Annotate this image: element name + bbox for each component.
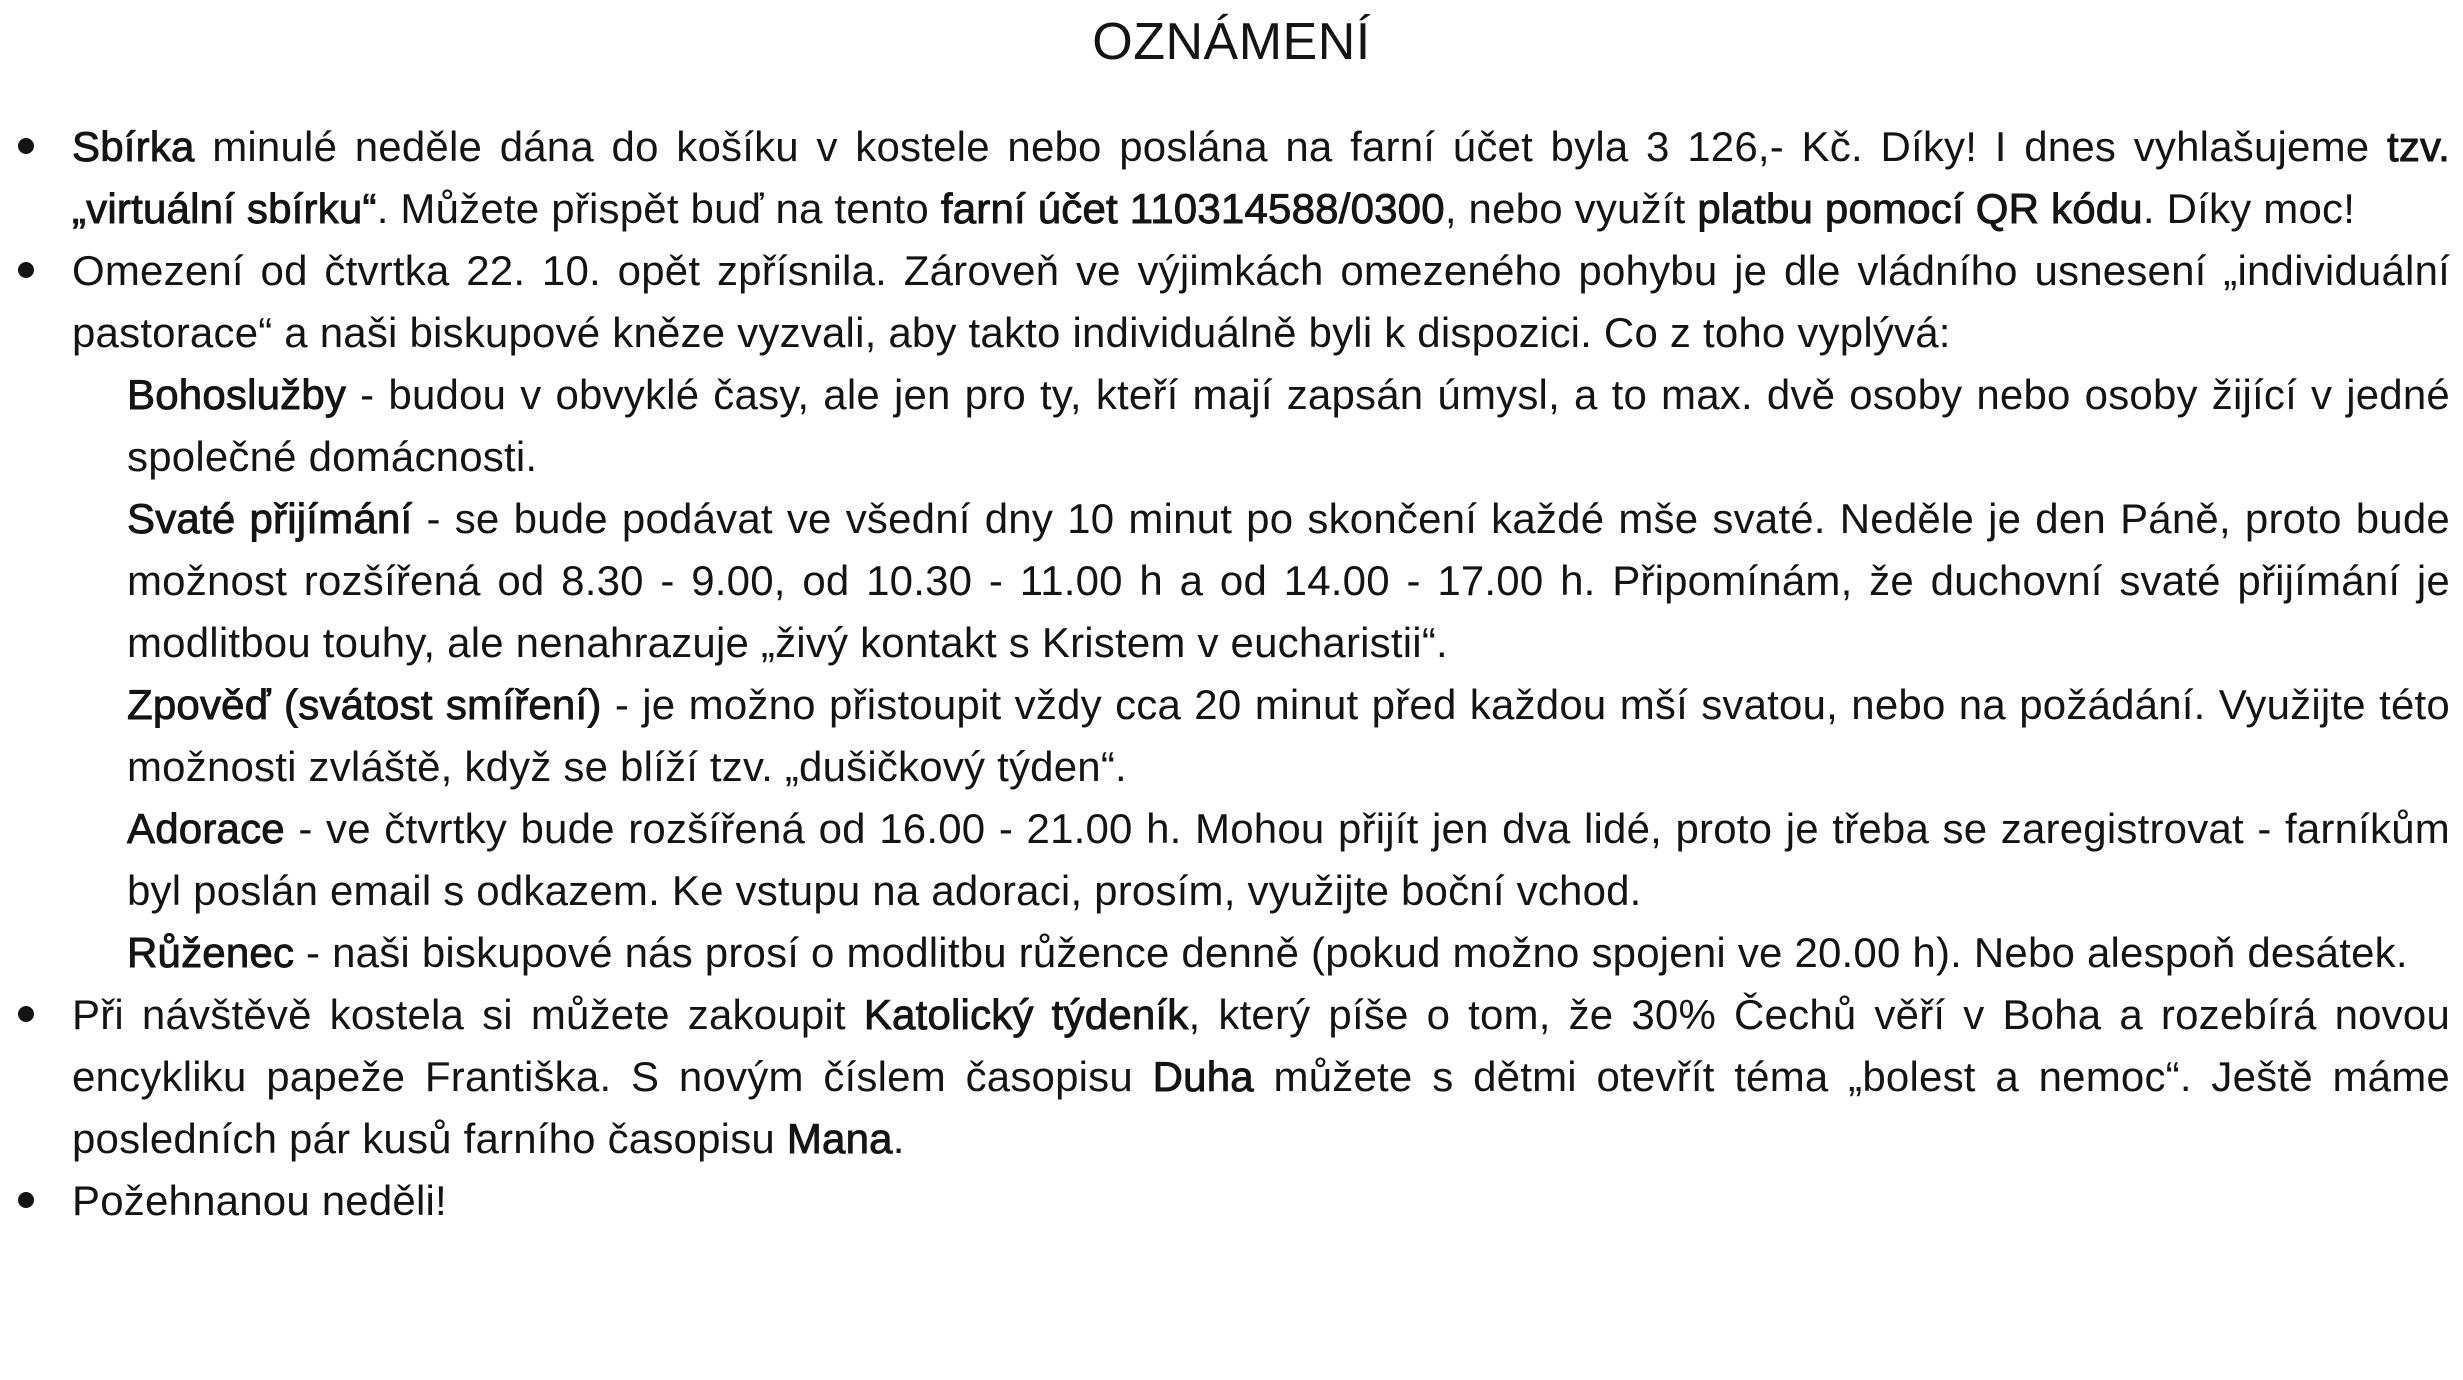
mana-magazine: Mana: [786, 1115, 893, 1162]
bullet-icon: [18, 262, 34, 278]
sub-item-label: Růženec: [127, 929, 295, 976]
list-item-blessing: [0, 1170, 2463, 1232]
parish-account: farní účet 110314588/0300: [940, 185, 1445, 232]
magazines-text: Při návštěvě kostela si můžete zakoupit Katolický týdeník, který píše o tom, že 30% Čechů věří v Boha a rozebírá novou encykliku papeže Františka. S novým číslem časopisu Duha můžete s dětmi otevřít téma „bolest a nemoc“. Ještě máme posledních pár kusů farního časopisu Mana.: [72, 991, 2450, 1162]
sub-item-text: - se bude podávat ve všední dny 10 minut po skončení každé mše svaté. Neděle je den Páně, proto bude možnost rozšířená od 8.30 - 9.00, od 10.30 - 11.00 h a od 14.00 - 17.00 h. Připomínám, že duchovní svaté přijímání je modlitbou touhy, ale nenahrazuje „živý kontakt s Kristem v eucharistii“.: [127, 495, 2450, 666]
sub-item-label: Zpověď (svátost smíření): [127, 681, 602, 728]
sub-item-rosary: [127, 922, 2450, 984]
restrictions-intro: Omezení od čtvrtka 22. 10. opět zpřísnila. Zároveň ve výjimkách omezeného pohybu je dle vládního usnesení „individuální pastorace“ a naši biskupové kněze vyzvali, aby takto individuálně byli k dispozici. Co z toho vyplývá:: [72, 247, 2450, 356]
list-item-restrictions: [0, 240, 2463, 984]
bullet-icon: [18, 1006, 34, 1022]
catholic-weekly: Katolický týdeník: [863, 991, 1189, 1038]
list-item-magazines: [0, 984, 2463, 1170]
duha-magazine: Duha: [1152, 1053, 1254, 1100]
qr-payment: platbu pomocí QR kódu: [1697, 185, 2143, 232]
virtual-collection: tzv. „virtuální sbírku“: [72, 123, 2450, 232]
collection-text: Sbírka minulé neděle dána do košíku v kostele nebo poslána na farní účet byla 3 126,- Kč. Díky! I dnes vyhlašujeme tzv. „virtuální sbírku“. Můžete přispět buď na tento farní účet 110314588/0300, nebo využít platbu pomocí QR kódu. Díky moc!: [72, 123, 2450, 232]
sub-item-confession: [127, 674, 2450, 798]
collection-label: Sbírka: [72, 123, 195, 170]
sub-item-label: Bohoslužby: [127, 371, 347, 418]
blessing-text: Požehnanou neděli!: [72, 1177, 447, 1224]
list-item-collection: [0, 116, 2463, 240]
sub-item-text: - ve čtvrtky bude rozšířená od 16.00 - 21.00 h. Mohou přijít jen dva lidé, proto je třeba se zaregistrovat - farníkům byl poslán email s odkazem. Ke vstupu na adoraci, prosím, využijte boční vchod.: [127, 805, 2450, 914]
sub-item-communion: [127, 488, 2450, 674]
announcement-list: [0, 116, 2463, 1232]
bullet-icon: [18, 1192, 34, 1208]
page-title: OZNÁMENÍ: [1092, 13, 1371, 71]
sub-item-text: - je možno přistoupit vždy cca 20 minut před každou mší svatou, nebo na požádání. Využijte této možnosti zvláště, když se blíží tzv. „dušičkový týden“.: [127, 681, 2450, 790]
sub-item-services: [127, 364, 2450, 488]
sub-item-label: Svaté přijímání: [127, 495, 413, 542]
bullet-icon: [18, 138, 34, 154]
sub-item-text: - budou v obvyklé časy, ale jen pro ty, kteří mají zapsán úmysl, a to max. dvě osoby nebo osoby žijící v jedné společné domácnosti.: [127, 371, 2450, 480]
sub-item-text: - naši biskupové nás prosí o modlitbu růžence denně (pokud možno spojeni ve 20.00 h). Nebo alespoň desátek.: [294, 929, 2408, 976]
sub-item-adoration: [127, 798, 2450, 922]
sub-item-label: Adorace: [127, 805, 285, 852]
